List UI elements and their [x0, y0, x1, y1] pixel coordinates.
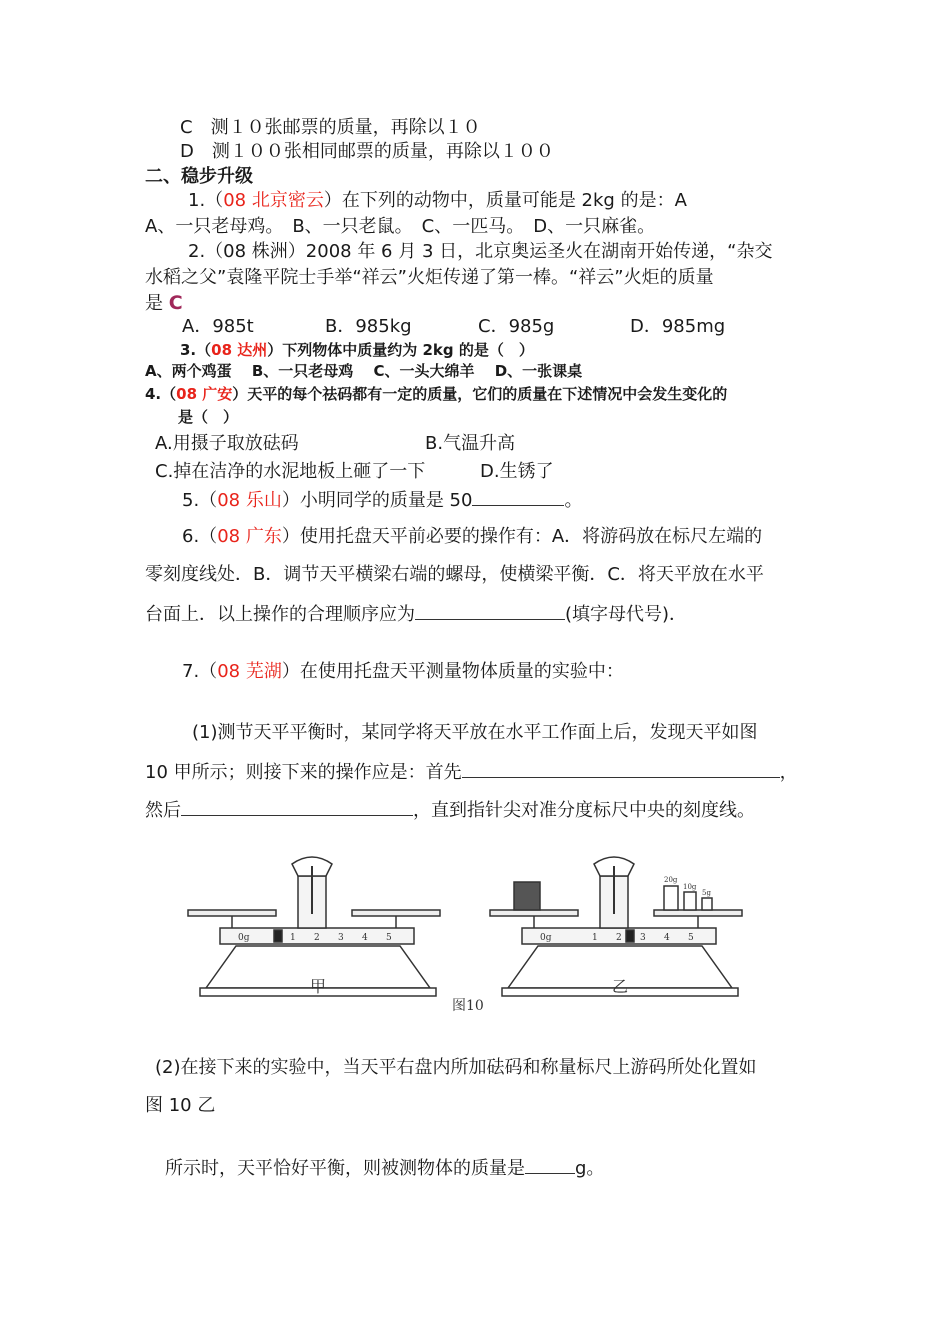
q2-option-d: D．985mg: [630, 316, 726, 337]
q3-number: 3.（: [180, 341, 212, 359]
q6-line-3-end: (填字母代号)．: [565, 604, 688, 625]
q1-source: 08 北京密云: [223, 190, 324, 211]
q7-part1-line-2: [145, 759, 798, 785]
q4-option-c: C.掉在洁净的水泥地板上砸了一下: [155, 461, 426, 482]
scale-tick-left-4: 4: [362, 933, 368, 943]
q5-line: [182, 487, 582, 513]
q1-options: A、一只老母鸡。 B、一只老鼠。 C、一匹马。 D、一只麻雀。: [145, 216, 656, 237]
q5-source: 08 乐山: [217, 490, 282, 511]
scale-tick-right-3: 3: [640, 933, 646, 943]
q6-line-2: 零刻度线处．B．调节天平横梁右端的螺母，使横梁平衡．C．将天平放在水平: [145, 564, 764, 585]
q2-option-c: C．985g: [478, 316, 555, 337]
q7-part2-line-3-end: g。: [575, 1158, 605, 1179]
q2-line-2: 水稻之父”袁隆平院士手举“祥云”火炬传递了第一棒。“祥云”火炬的质量: [145, 267, 714, 288]
q7-part2-line-1: (2)在接下来的实验中，当天平右盘内所加砝码和称量标尺上游码所处化置如: [155, 1057, 757, 1078]
scale-tick-left-5: 5: [386, 933, 392, 943]
q7-text: ）在使用托盘天平测量物体质量的实验中：: [281, 661, 624, 682]
q5-end: 。: [564, 490, 583, 511]
scale-tick-right-1: 1: [592, 933, 598, 943]
scale-tick-right-4: 4: [664, 933, 670, 943]
weight-label-20g: 20g: [664, 876, 678, 884]
q7-part1-line-3: [145, 797, 755, 823]
q4-option-d: D.生锈了: [480, 461, 554, 482]
q5-blank[interactable]: [472, 487, 564, 506]
q7-source: 08 芜湖: [217, 661, 282, 682]
q2-option-b: B．985kg: [325, 316, 412, 337]
scale-tick-right-2: 2: [616, 933, 622, 943]
scale-tick-left-2: 2: [314, 933, 320, 943]
q1-text: ）在下列的动物中，质量可能是 2kg 的是：A: [323, 190, 687, 211]
q7-line: [182, 660, 624, 684]
scale-tick-left-3: 3: [338, 933, 344, 943]
q4-source: 08 广安: [176, 385, 233, 403]
q5-number: 5.（: [182, 490, 218, 511]
q7-part1-line-3-end: ，直到指针尖对准分度标尺中央的刻度线。: [413, 800, 755, 821]
q2-line-3-text: 是: [145, 293, 163, 314]
q7-part1-line-3-text: 然后: [145, 800, 181, 821]
q5-text: ）小明同学的质量是 50: [281, 490, 473, 511]
q3-options: A、两个鸡蛋 B、一只老母鸡 C、一头大绵羊 D、一张课桌: [145, 362, 583, 380]
scale-tick-right-0: 0g: [540, 933, 552, 943]
q2-line-3: [145, 291, 183, 316]
q2-line-1: 2.（08 株洲）2008 年 6 月 3 日，北京奥运圣火在湖南开始传递，“杂交: [188, 241, 773, 262]
q4-option-b: B.气温升高: [425, 433, 516, 454]
q6-source: 08 广东: [217, 526, 282, 547]
option-d: D 测１００张相同邮票的质量，再除以１００: [180, 141, 554, 162]
balance-yi: [490, 857, 742, 996]
q7-part1-line-2-text: 10 甲所示；则接下来的操作应是：首先: [145, 762, 462, 783]
q2-option-a: A．985t: [182, 316, 254, 337]
q7-part2-line-3-text: 所示时，天平恰好平衡，则被测物体的质量是: [165, 1158, 525, 1179]
balance-jia: [188, 857, 440, 996]
q7-part2-line-3: [165, 1155, 604, 1181]
q1-line: [188, 189, 687, 213]
q2-answer: C: [168, 292, 183, 314]
balance-figure: [180, 852, 746, 1022]
q3-source: 08 达州: [211, 341, 268, 359]
q6-text: ）使用托盘天平前必要的操作有：A．将游码放在标尺左端的: [281, 526, 763, 547]
q7-blank-then[interactable]: [181, 797, 413, 816]
q7-part2-line-2: 图 10 乙: [145, 1095, 216, 1116]
q7-part1-line-2-end: ，: [779, 762, 798, 783]
q3-text: ）下列物体中质量约为 2kg 的是（ ）: [267, 341, 534, 359]
option-c: C 测１０张邮票的质量，再除以１０: [180, 117, 481, 138]
q7-blank-mass[interactable]: [525, 1155, 575, 1174]
q1-number: 1.（: [188, 190, 224, 211]
q3-line: [180, 340, 534, 360]
q4-number: 4.（: [145, 385, 177, 403]
scale-tick-right-5: 5: [688, 933, 694, 943]
q7-blank-first[interactable]: [462, 759, 780, 778]
weight-label-10g: 10g: [683, 883, 697, 891]
q6-line-3: [145, 601, 687, 627]
q4-line-2: 是（ ）: [178, 408, 239, 426]
q6-line-3-text: 台面上．以上操作的合理顺序应为: [145, 604, 415, 625]
q7-part1-line-1: (1)测节天平平衡时，某同学将天平放在水平工作面上后，发现天平如图: [192, 722, 758, 743]
label-jia: 甲: [310, 977, 327, 996]
q4-option-a: A.用摄子取放砝码: [155, 433, 299, 454]
scale-tick-left-0: 0g: [238, 933, 250, 943]
q7-number: 7.（: [182, 661, 218, 682]
q4-line: [145, 384, 727, 404]
q6-line: [182, 525, 762, 549]
q6-blank[interactable]: [415, 601, 565, 620]
weight-label-5g: 5g: [702, 889, 711, 897]
section-title: 二、稳步升级: [145, 166, 253, 187]
scale-tick-left-1: 1: [290, 933, 296, 943]
figure-caption: 图10: [452, 998, 484, 1014]
label-yi: 乙: [612, 977, 629, 996]
q4-text: ）天平的每个祛码都有一定的质量，它们的质量在下述情况中会发生变化的: [232, 385, 728, 403]
q6-number: 6.（: [182, 526, 218, 547]
